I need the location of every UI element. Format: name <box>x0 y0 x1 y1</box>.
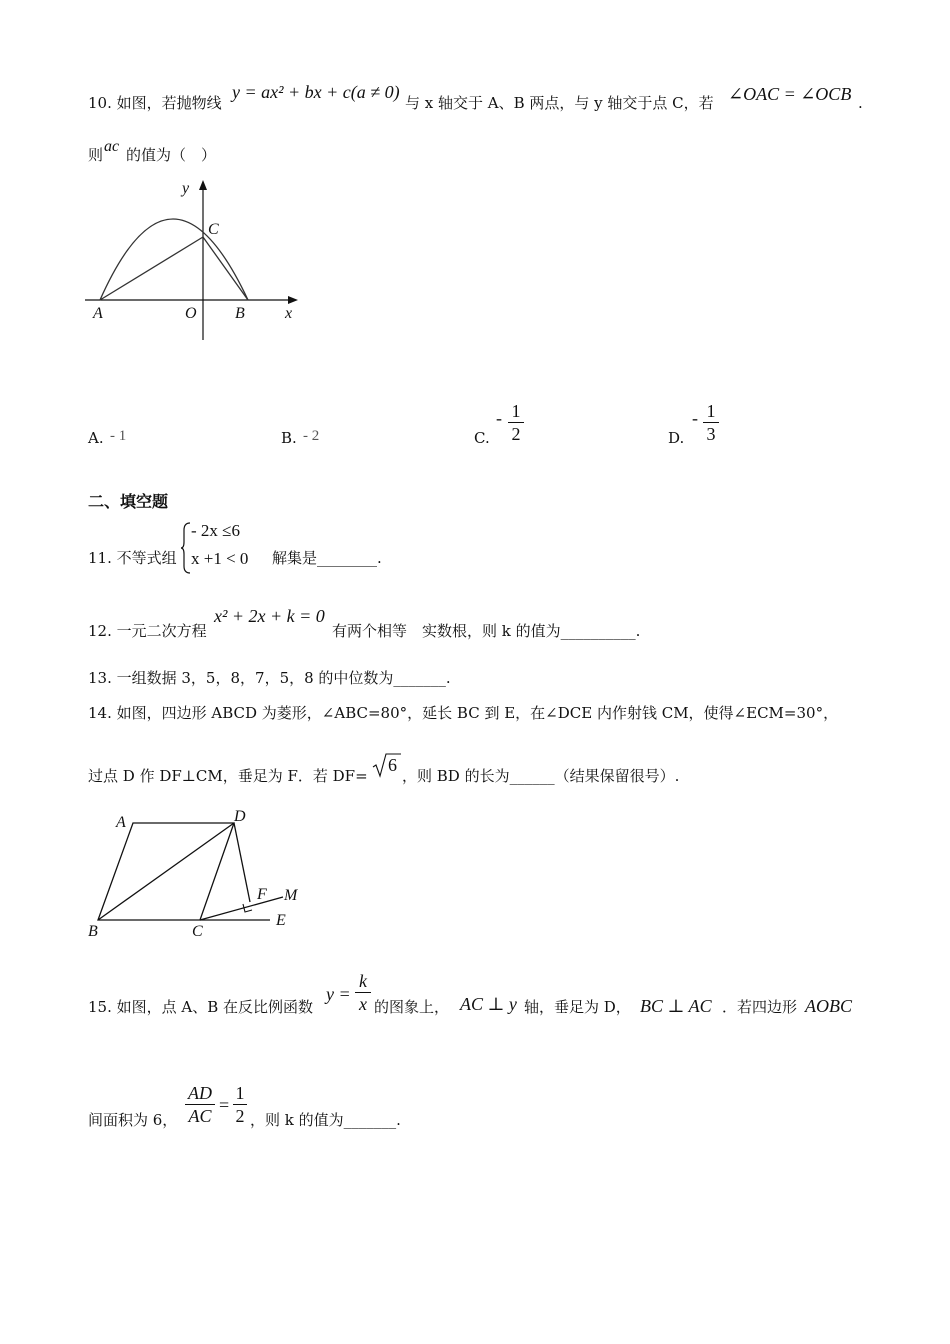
q15-ad: AD <box>188 1083 212 1103</box>
q10-period: . <box>858 94 863 112</box>
option-a-letter: A. <box>88 429 104 447</box>
option-c-fraction <box>508 400 524 445</box>
option-c-denominator: 2 <box>511 424 521 444</box>
q15-x: x <box>359 994 367 1014</box>
q15-prefix: 15. 如图，点 A、B 在反比例函数 <box>88 998 314 1016</box>
ray-cm <box>200 897 283 920</box>
q14-sqrt-icon <box>372 752 402 778</box>
label-e: E <box>276 912 286 929</box>
q15-quad-text: ．若四边形 <box>722 998 798 1016</box>
q14-line2-suffix: ，则 BD 的长为______（结果保留很号）. <box>402 767 680 785</box>
q15-one-half <box>233 1082 247 1127</box>
label-o: O <box>185 305 197 322</box>
label-b: B <box>88 923 98 940</box>
q15-ask-text: ，则 k 的值为_______. <box>250 1111 401 1129</box>
q11-suffix: 解集是________. <box>272 549 382 567</box>
y-axis-arrow-icon <box>199 180 207 190</box>
q10-condition: 与 x 轴交于 A、B 两点，与 y 轴交于点 C，若 <box>405 94 714 112</box>
q11-inequality-2: x +1 < 0 <box>191 549 249 568</box>
label-d: D <box>234 808 246 825</box>
q15-ac-perp-y: AC ⊥ y <box>460 994 517 1014</box>
q15-k: k <box>359 971 367 991</box>
x-axis-arrow-icon <box>288 296 298 304</box>
segment-cb <box>203 237 248 300</box>
q12-equation: x² + 2x + k = 0 <box>214 606 325 626</box>
q15-half-den: 2 <box>235 1106 245 1126</box>
option-b-letter: B. <box>281 429 297 447</box>
q15-k-over-x <box>355 970 371 1015</box>
q15-bc-perp-ac: BC ⊥ AC <box>640 996 712 1016</box>
label-a: A <box>93 305 103 322</box>
label-x: x <box>285 305 293 322</box>
q10-ask-suffix: 的值为（ ） <box>126 146 217 164</box>
q15-half-num: 1 <box>235 1083 245 1103</box>
option-d-fraction <box>703 400 719 445</box>
q13-text: 13. 一组数据 3，5，8，7，5，8 的中位数为_______. <box>88 669 451 687</box>
option-c-numerator: 1 <box>511 401 521 421</box>
q15-ac: AC <box>188 1106 212 1126</box>
q15-y-equals: y = <box>326 984 351 1004</box>
label-c: C <box>192 923 203 940</box>
q10-parabola-graph <box>80 170 310 350</box>
label-y: y <box>182 180 190 197</box>
q15-equals: = <box>219 1095 230 1115</box>
option-d-numerator: 1 <box>706 401 716 421</box>
label-a: A <box>116 814 126 831</box>
q12-prefix: 12. 一元二次方程 <box>88 622 207 640</box>
q15-ad-over-ac <box>185 1082 215 1127</box>
q14-sqrt-value: 6 <box>388 755 397 775</box>
label-m: M <box>284 887 298 904</box>
q10-ask-prefix: 则 <box>88 146 104 164</box>
q15-area-text: 间面积为 6， <box>88 1111 178 1129</box>
label-b: B <box>235 305 245 322</box>
q10-parabola-equation: y = ax² + bx + c(a ≠ 0) <box>232 82 400 102</box>
q12-suffix: 有两个相等 实数根，则 k 的值为__________. <box>332 622 641 640</box>
q11-inequality-1: - 2x ≤6 <box>191 521 240 540</box>
parabola-curve <box>100 219 248 300</box>
label-c: C <box>208 221 219 238</box>
option-b-value: - 2 <box>303 428 320 444</box>
q10-intro: 10. 如图，若抛物线 <box>88 94 222 112</box>
q11-prefix: 11. 不等式组 <box>88 549 177 567</box>
option-a-value: - 1 <box>110 428 127 444</box>
q14-line2-prefix: 过点 D 作 DF⊥CM，垂足为 F．若 DF= <box>88 767 368 785</box>
option-c-sign: - <box>496 408 502 428</box>
q15-foot-text: 轴，垂足为 D， <box>524 998 631 1016</box>
option-c-letter: C. <box>474 429 490 447</box>
option-d-sign: - <box>692 408 698 428</box>
q15-graph-text: 的图象上， <box>374 998 450 1016</box>
label-f: F <box>257 886 267 903</box>
section-title: 二、填空题 <box>88 492 169 511</box>
q15-aobc: AOBC <box>805 996 852 1016</box>
right-angle-mark-icon <box>243 904 252 912</box>
option-d-denominator: 3 <box>706 424 716 444</box>
q10-ac-expression: ac <box>104 138 120 155</box>
q10-angle-equation: ∠OAC = ∠OCB <box>728 84 852 104</box>
segment-df <box>234 823 250 902</box>
diagonal-bd <box>98 823 234 920</box>
q14-rhombus-figure <box>80 805 310 940</box>
option-d-letter: D. <box>668 429 685 447</box>
q14-line1: 14. 如图，四边形 ABCD 为菱形，∠ABC=80°，延长 BC 到 E，在∠DCE 内作射钱 CM，使得∠ECM=30°， <box>88 704 839 722</box>
